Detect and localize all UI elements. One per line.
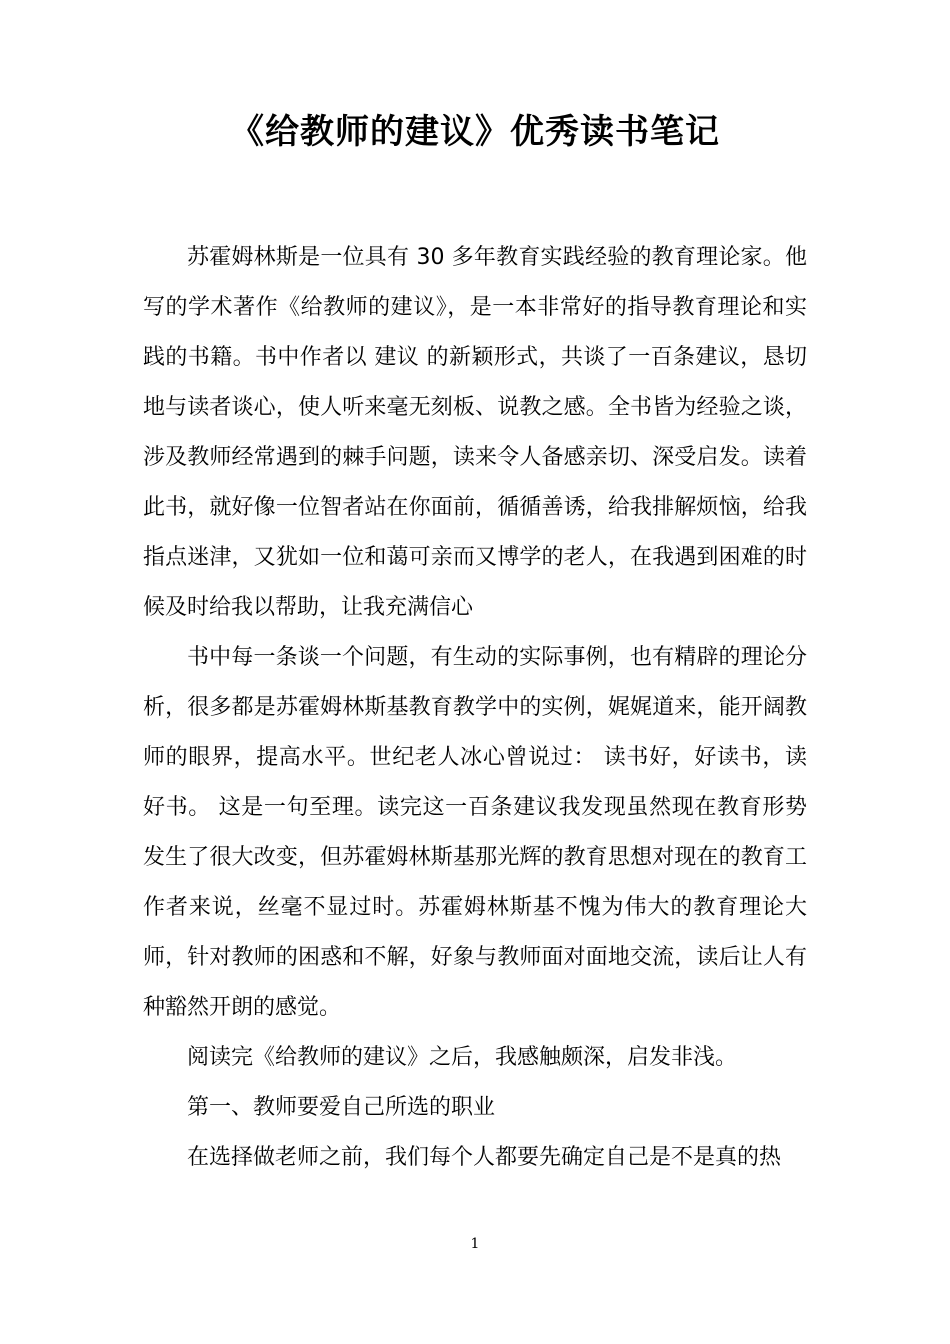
paragraph-analysis: 书中每一条谈一个问题，有生动的实际事例，也有精辟的理论分析，很多都是苏霍姆林斯基教育教学中的实例，娓娓道来，能开阔教师的眼界，提高水平。世纪老人冰心曾说过： 读书好，好读书，读好书。 这是一句至理。读完这一百条建议我发现虽然现在教育形势发生了很大改变，但苏霍姆林斯基那光辉的教育思想对现在的教育工作者来说，丝毫不显过时。苏霍姆林斯基不愧为伟大的教育理论大师，针对教师的困惑和不解，好象与教师面对面地交流，读后让人有种豁然开朗的感觉。 bbox=[143, 645, 807, 1020]
page-number: 1 bbox=[470, 1236, 480, 1252]
document-title: 《给教师的建议》优秀读书笔记 bbox=[230, 112, 720, 152]
section-heading-first: 第一、教师要爱自己所选的职业 bbox=[187, 1095, 496, 1120]
paragraph-reflection: 阅读完《给教师的建议》之后，我感触颇深，启发非浅。 bbox=[187, 1045, 738, 1070]
document-body bbox=[143, 233, 807, 1183]
paragraph-intro: 苏霍姆林斯是一位具有 30 多年教育实践经验的教育理论家。他写的学术著作《给教师的建议》，是一本非常好的指导教育理论和实践的书籍。书中作者以 建议 的新颖形式，共谈了一百条建议，恳切地与读者谈心，使人听来毫无刻板、说教之感。全书皆为经验之谈，涉及教师经常遇到的棘手问题，读来令人备感亲切、深受启发。读着此书，就好像一位智者站在你面前，循循善诱，给我排解烦恼，给我指点迷津，又犹如一位和蔼可亲而又博学的老人，在我遇到困难的时候及时给我以帮助，让我充满信心 bbox=[143, 245, 807, 620]
paragraph-continued: 在选择做老师之前，我们每个人都要先确定自己是不是真的热 bbox=[187, 1145, 782, 1170]
